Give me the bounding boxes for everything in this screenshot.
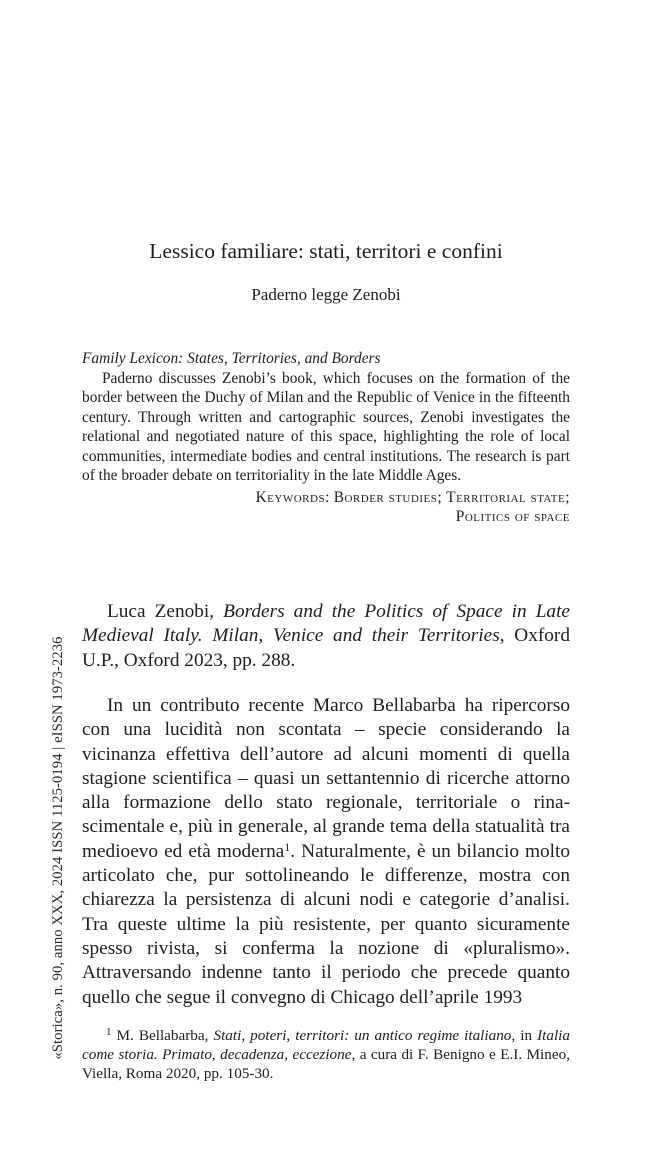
article-title: Lessico familiare: stati, territori e confini: [149, 239, 503, 263]
keywords-list-1: Border studies; Territorial state;: [333, 488, 570, 506]
journal-issn-margin: «Storica», n. 90, anno XXX, 2024 ISSN 1125-0194 | eISSN 1973-2236: [50, 636, 66, 1060]
citation-author: Luca Zenobi,: [107, 601, 224, 622]
body-paragraph: [82, 694, 570, 1010]
footnote: [82, 1026, 570, 1083]
footnote-volume: Italia come storia. Primato, decadenza, eccezione: [82, 1027, 570, 1063]
abstract-block: [82, 349, 570, 527]
footnote-title: Stati, poteri, territori: un antico regime italiano: [213, 1027, 512, 1044]
footnote-mid: , in: [511, 1027, 538, 1044]
keywords-label: Keywords:: [255, 488, 330, 506]
keywords: [82, 488, 570, 527]
footnote-author: M. Bellabarba,: [116, 1027, 214, 1044]
book-citation: [82, 600, 570, 673]
footnote-marker: 1: [106, 1026, 112, 1038]
article-subtitle: Paderno legge Zenobi: [251, 285, 401, 304]
body-text-part-1: In un contributo recente Marco Bellabarba ha ripercorso con una lucidità non scontata – specie considerando la vicinanza effettiva dell’autore ad alcuni momenti di quella stagione scientifica – quasi un settantennio di ricerche attorno alla formazione dello stato regionale, territoriale o rinascimentale e, più in generale, al grande tema della statualità tra medioevo ed età moderna: [82, 695, 570, 862]
footnote-rest: , a cura di F. Benigno e E.I. Mineo, Viella, Roma 2020, pp. 105-30.: [82, 1046, 570, 1082]
footnote-reference[interactable]: 1: [284, 839, 291, 854]
citation-book-title: Borders and the Politics of Space in Late Medieval Italy. Milan, Venice and their Territories: [82, 601, 570, 647]
citation-publication: , Oxford U.P., Oxford 2023, pp. 288.: [82, 625, 570, 671]
abstract-heading: Family Lexicon: States, Territories, and Borders: [82, 350, 381, 367]
abstract-text: Paderno discusses Zenobi’s book, which focuses on the formation of the border between the Duchy of Milan and the Republic of Venice in the fifteenth century. Through written and cartographic sources, Zenobi investigates the relational and negotiated nature of this space, highlighting the role of local communities, intermediate bodies and central institutions. The research is part of the broader debate on territoriality in the late Middle Ages.: [82, 369, 570, 484]
keywords-line-1: [82, 488, 570, 508]
body-text-part-2: . Naturalmente, è un bilancio molto articolato che, pur sottolineando le differenze, mostra con chiarezza la persistenza di alcuni nodi e categorie d’analisi. Tra queste ultime la più resistente, per quanto sicuramente spesso rivista, si conferma la nozione di «pluralismo». Attraversando indenne tanto il periodo che precede quanto quello che segue il convegno di Chicago dell’aprile 1993: [82, 840, 571, 1008]
keywords-list-2: Politics of space: [455, 508, 570, 525]
